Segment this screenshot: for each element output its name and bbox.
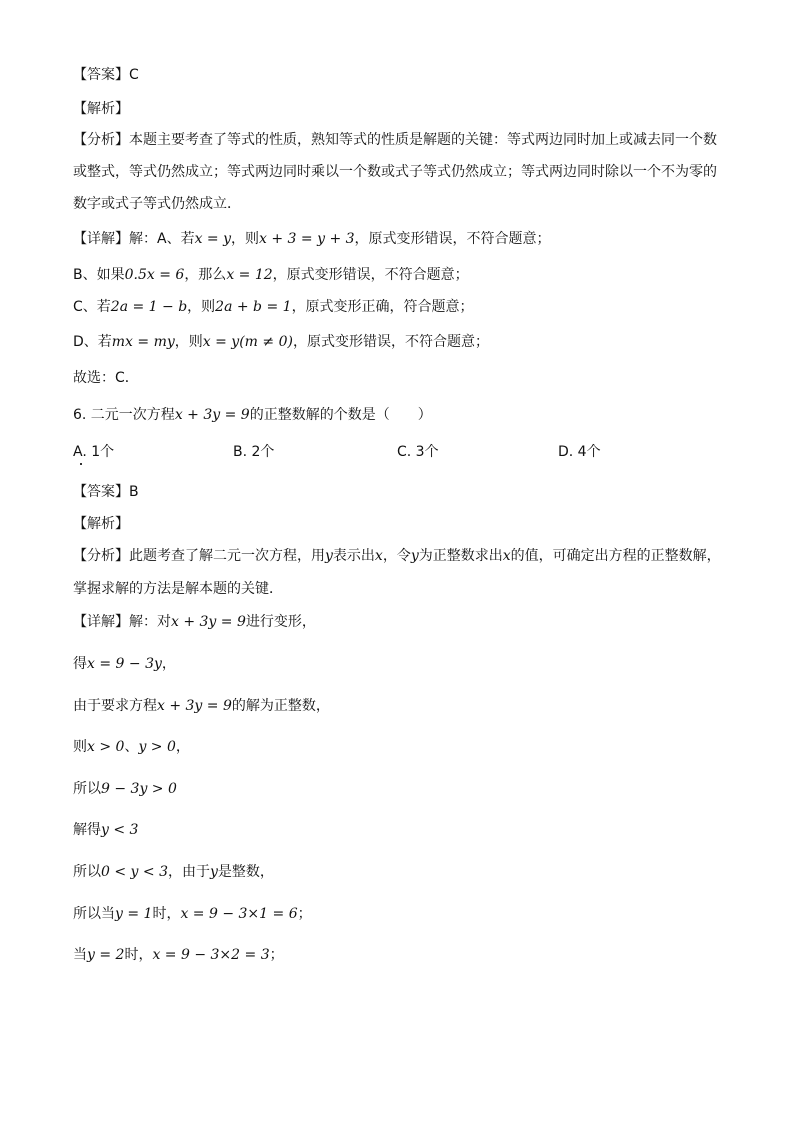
- text: 时，: [152, 906, 181, 922]
- math-expr: x = 9 − 3×2 = 3: [152, 947, 270, 963]
- q6-options: [73, 443, 753, 461]
- text: 的正整数解的个数是（ ）: [249, 407, 432, 423]
- math-expr: x = y: [194, 231, 232, 247]
- q6-fenxi-line-1: [73, 547, 721, 565]
- math-expr: 0.5x = 6: [124, 267, 185, 283]
- text: C、若: [73, 299, 111, 315]
- q6-answer: 【答案】B: [73, 484, 139, 500]
- text: ，则: [174, 334, 203, 350]
- text: ，: [161, 656, 176, 672]
- text: 6. 二元一次方程: [73, 407, 175, 423]
- text: ；: [269, 947, 284, 963]
- math-expr: mx = my: [111, 334, 175, 350]
- q6-step-4: [73, 738, 190, 756]
- text: 由于要求方程: [73, 698, 157, 714]
- math-expr: 9 − 3y > 0: [101, 781, 177, 797]
- text: 的解为正整数，: [231, 698, 330, 714]
- text: D、若: [73, 334, 112, 350]
- text: ，则: [231, 231, 260, 247]
- text: 所以: [73, 781, 101, 797]
- q6-step-6: [73, 821, 138, 839]
- q6-option-b: B. 2个: [233, 444, 275, 460]
- q6-step-9: [73, 946, 284, 964]
- q6-option-a: A. 1个: [73, 444, 115, 460]
- math-expr: 0 < y < 3: [101, 864, 168, 880]
- math-expr: x + 3y = 9: [171, 614, 246, 630]
- text: ，原式变形错误，不符合题意；: [354, 231, 551, 247]
- math-expr: y = 2: [87, 947, 125, 963]
- text: 【详解】解：A、若: [73, 231, 195, 247]
- stray-dot: [80, 463, 82, 465]
- math-var: y: [410, 548, 419, 564]
- math-expr: y < 3: [101, 822, 139, 838]
- text: 的值，可确定出方程的正整数解，: [510, 548, 721, 564]
- text: 当: [73, 947, 87, 963]
- text: B、如果: [73, 267, 125, 283]
- math-expr: y > 0: [138, 739, 176, 755]
- text: 表示出: [332, 548, 375, 564]
- q5-fenxi-line-3: 数字或式子等式仍然成立．: [73, 196, 241, 212]
- text: 是整数，: [217, 864, 274, 880]
- math-expr: y = 1: [115, 906, 153, 922]
- text: ，那么: [184, 267, 227, 283]
- text: ，: [175, 739, 190, 755]
- math-expr: x = 9 − 3×1 = 6: [180, 906, 298, 922]
- text: ，令: [382, 548, 411, 564]
- math-expr: x + 3y = 9: [174, 407, 250, 423]
- q5-detail-b: [73, 266, 469, 284]
- text: 【详解】解：对: [73, 614, 171, 630]
- q6-step-3: [73, 697, 330, 715]
- q6-option-d: D. 4个: [558, 444, 601, 460]
- math-expr: x + 3y = 9: [157, 698, 232, 714]
- q6-step-8: [73, 905, 312, 923]
- text: 【分析】此题考查了解二元一次方程，用: [73, 548, 325, 564]
- math-expr: x = 12: [226, 267, 273, 283]
- q5-detail-a: [73, 230, 551, 248]
- q5-analysis-heading: 【解析】: [73, 101, 129, 117]
- text: ，由于: [168, 864, 210, 880]
- text: 进行变形，: [245, 614, 316, 630]
- q6-analysis-heading: 【解析】: [73, 516, 129, 532]
- math-var: y: [325, 548, 333, 564]
- q6-step-2: [73, 655, 176, 673]
- math-expr: 2a = 1 − b: [110, 299, 188, 315]
- text: ，原式变形错误，不符合题意；: [292, 334, 489, 350]
- math-var: x: [502, 548, 511, 564]
- text: ，则: [187, 299, 216, 315]
- math-expr: x > 0: [87, 739, 125, 755]
- text: 所以当: [73, 906, 115, 922]
- q5-detail-d: [73, 333, 489, 351]
- text: 、: [124, 739, 139, 755]
- q5-choose: 故选：C．: [73, 370, 139, 386]
- text: 所以: [73, 864, 101, 880]
- math-var: y: [210, 864, 218, 880]
- q5-answer: 【答案】C: [73, 67, 139, 83]
- math-expr: 2a + b = 1: [215, 299, 292, 315]
- text: 则: [73, 739, 87, 755]
- text: ，原式变形错误，不符合题意；: [272, 267, 469, 283]
- text: 解得: [73, 822, 101, 838]
- math-expr: x = y(m ≠ 0): [202, 334, 293, 350]
- q6-fenxi-line-2: 掌握求解的方法是解本题的关键．: [73, 581, 283, 597]
- q5-fenxi-line-1: 【分析】本题主要考查了等式的性质，熟知等式的性质是解题的关键：等式两边同时加上或减去同一个数: [73, 132, 717, 148]
- q5-fenxi-line-2: 或整式，等式仍然成立；等式两边同时乘以一个数或式子等式仍然成立；等式两边同时除以一个不为零的: [73, 164, 717, 180]
- q6-option-c: C. 3个: [397, 444, 439, 460]
- text: 得: [73, 656, 87, 672]
- text: 为正整数求出: [418, 548, 503, 564]
- math-var: x: [374, 548, 383, 564]
- q6-step-7: [73, 863, 274, 881]
- text: 时，: [124, 947, 153, 963]
- q5-detail-c: [73, 298, 474, 316]
- math-expr: x + 3 = y + 3: [259, 231, 355, 247]
- q6-step-1: [73, 613, 316, 631]
- text: ，原式变形正确，符合题意；: [291, 299, 474, 315]
- math-expr: x = 9 − 3y: [87, 656, 162, 672]
- text: ；: [297, 906, 312, 922]
- q6-step-5: [73, 780, 177, 798]
- q6-stem: [73, 406, 432, 424]
